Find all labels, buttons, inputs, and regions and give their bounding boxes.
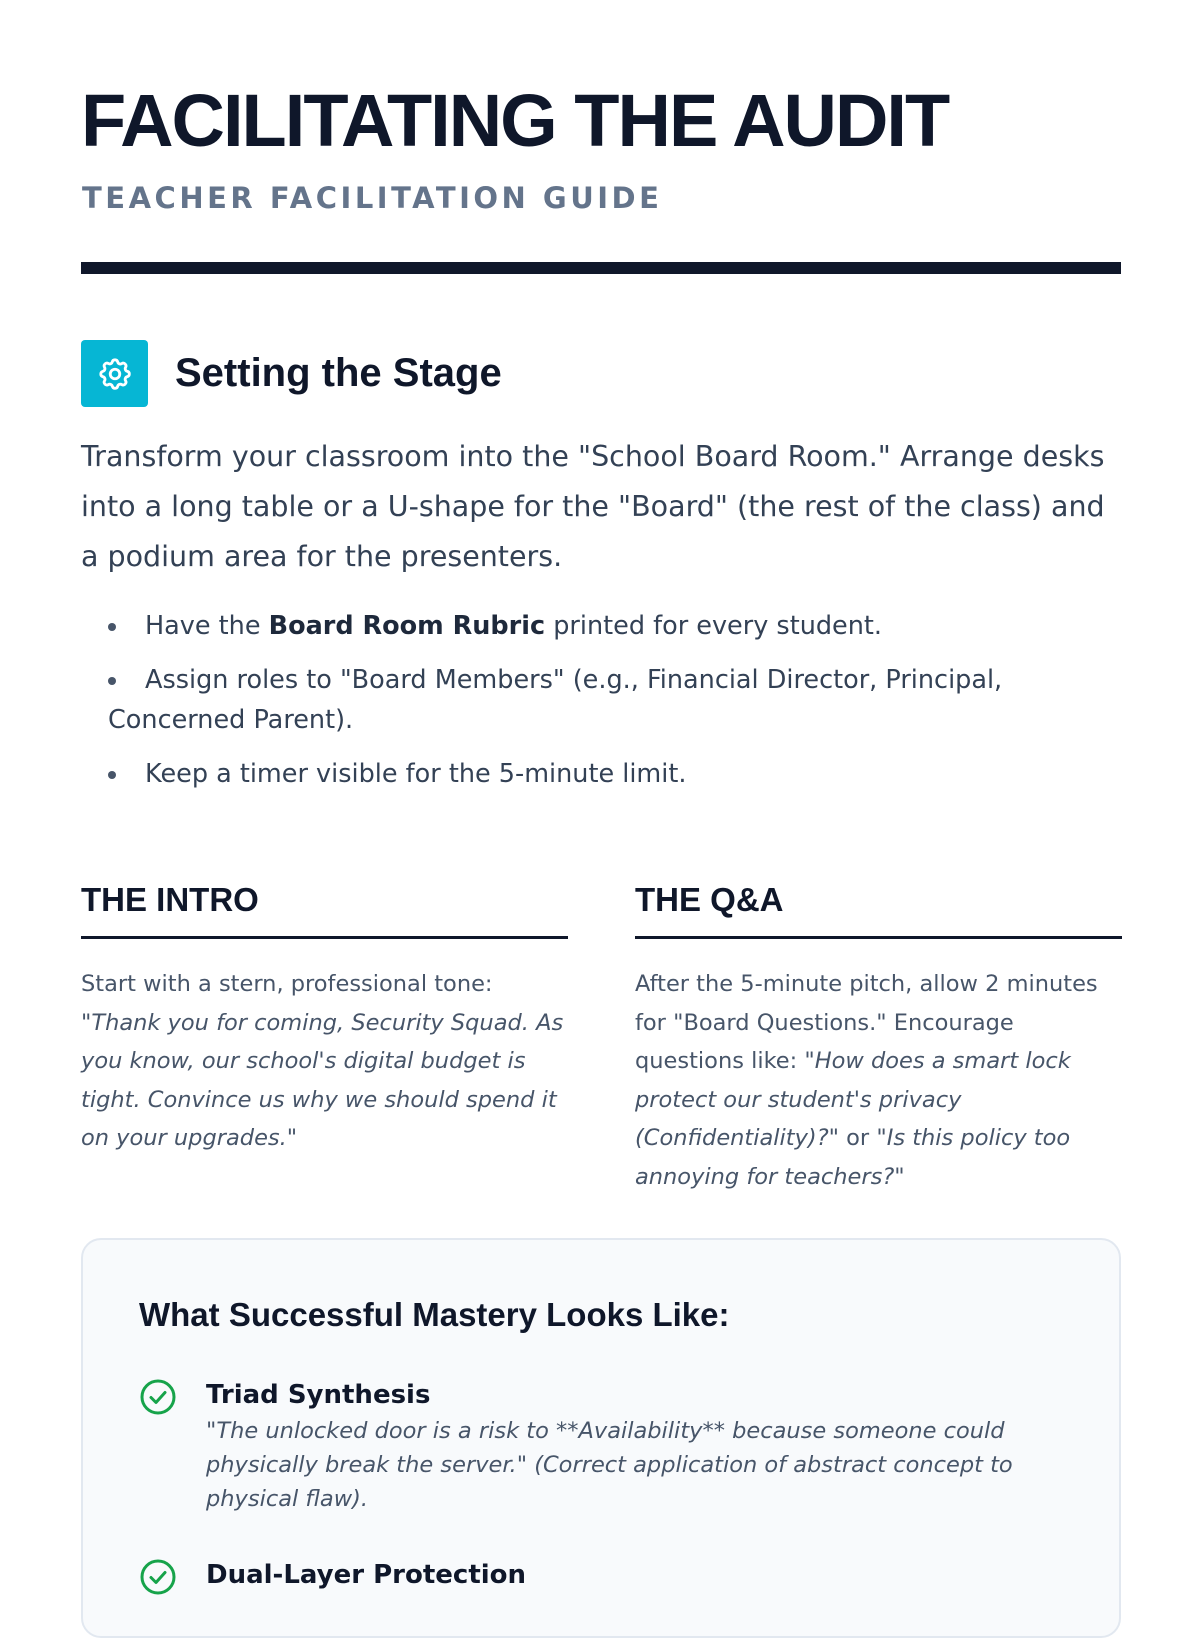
bullet-text: printed for every student. [545,611,883,641]
qa-quote-2: "Is this policy too annoying for teachers?" [635,1125,1071,1190]
intro-body: Start with a stern, professional tone: [81,971,493,997]
mastery-item-quote: "The unlocked door is a risk to **Availability** because someone could physically break the server." (Correct application of abstract concept to physical flaw). [206,1418,1013,1512]
mastery-item [139,1378,1039,1516]
list-item [81,660,1121,740]
page-subtitle: TEACHER FACILITATION GUIDE [82,181,663,215]
bullet-text: Have the [145,611,269,641]
bullet-dot [108,623,116,631]
bullet-dot [108,677,116,685]
qa-quote-1: "How does a smart lock protect our student's privacy (Confidentiality)?" [635,1048,1071,1151]
bullet-dot [108,771,116,779]
bullet-text: Assign roles to "Board Members" (e.g., Financial Director, Principal, Concerned Parent). [108,665,1003,735]
header-divider [81,262,1121,274]
page-title: FACILITATING THE AUDIT [81,79,949,162]
mastery-item-title: Dual-Layer Protection [206,1560,527,1590]
check-circle-icon [139,1378,177,1416]
intro-text [81,965,568,1158]
qa-connector: or [839,1125,877,1151]
setting-stage-header [81,340,502,407]
setting-stage-lead: Transform your classroom into the "School Board Room." Arrange desks into a long table or a U-shape for the "Board" (the rest of the class) and a podium area for the presenters. [81,440,1105,573]
gear-icon [81,340,148,407]
mastery-item-title: Triad Synthesis [206,1380,431,1410]
intro-column [81,880,568,1158]
bullet-text: Keep a timer visible for the 5-minute limit. [145,759,687,789]
intro-heading: THE INTRO [81,880,568,939]
setting-stage-title: Setting the Stage [175,351,502,395]
bullet-emphasis: Board Room Rubric [268,611,546,641]
intro-quote: "Thank you for coming, Security Squad. As you know, our school's digital budget is tight. Convince us why we should spend it on your upgrades." [81,1009,564,1151]
qa-heading: THE Q&A [635,880,1122,939]
list-item [81,754,1121,794]
qa-text [635,965,1122,1196]
list-item [81,606,1121,646]
setting-stage-list [81,606,1121,808]
mastery-item [139,1558,1039,1592]
check-circle-icon [139,1558,177,1596]
qa-column [635,880,1122,1196]
mastery-card [81,1238,1121,1638]
qa-body: After the 5-minute pitch, allow 2 minutes for "Board Questions." Encourage questions like: [635,971,1098,1074]
mastery-heading: What Successful Mastery Looks Like: [139,1296,730,1333]
